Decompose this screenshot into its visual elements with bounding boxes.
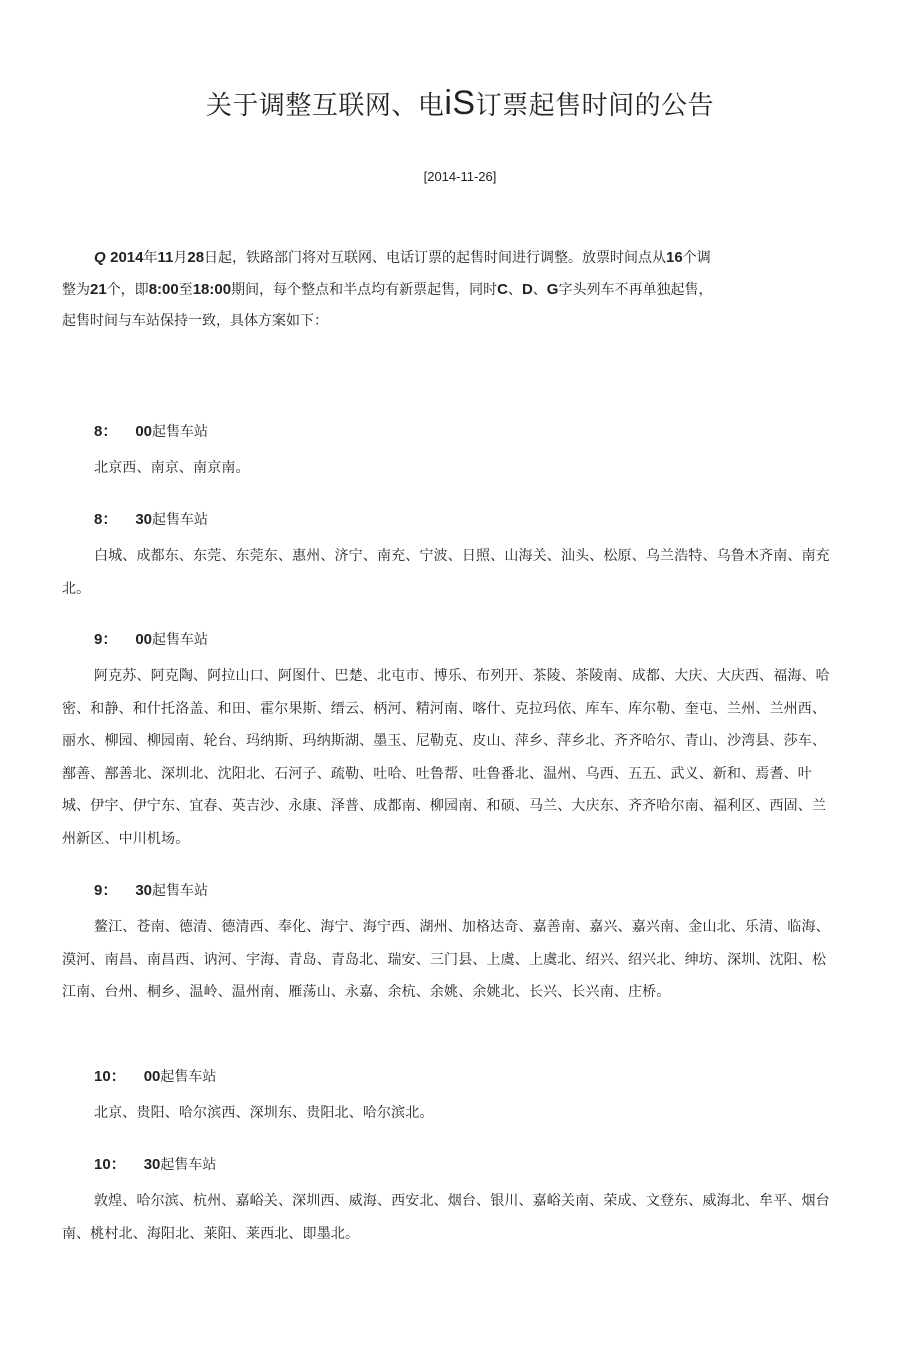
intro-end-time: 18:00 [192, 281, 232, 298]
section-minute: 30 [143, 1156, 161, 1173]
intro-text: 字头列车不再单独起售， [558, 282, 713, 298]
station-list: 白城、成都东、东莞、东莞东、惠州、济宁、南充、宁波、日照、山海关、汕头、松原、乌兰浩特、乌鲁木齐南、南充北。 [62, 548, 830, 597]
intro-to-count: 21 [90, 281, 107, 298]
section-hour: 10： [94, 1068, 126, 1085]
station-list: 北京西、南京、南京南。 [94, 460, 250, 476]
section-hour: 8： [94, 511, 118, 528]
section-suffix: 起售车站 [152, 512, 209, 528]
intro-text: 个，即 [106, 282, 149, 298]
intro-line-1 [62, 242, 822, 274]
section-suffix: 起售车站 [160, 1157, 217, 1173]
section-0830 [62, 508, 832, 605]
section-0930 [62, 879, 832, 1009]
intro-year: 2014 [110, 249, 144, 266]
title-part-1: 关于调整互联网、电 [205, 91, 445, 121]
station-list: 阿克苏、阿克陶、阿拉山口、阿图什、巴楚、北屯市、博乐、布列开、茶陵、茶陵南、成都、大庆、大庆西、福海、哈密、和静、和什托洛盖、和田、霍尔果斯、缙云、柄河、精河南、喀什、克拉玛依、库车、库尔勒、奎屯、兰州、兰州西、丽水、柳园、柳园南、轮台、玛纳斯、玛纳斯湖、墨玉、尼勒克、皮山、萍乡、萍乡北、齐齐哈尔、青山、沙湾县、莎车、鄯善、鄯善北、深圳北、沈阳北、石河子、疏勒、吐哈、吐鲁帮、吐鲁番北、温州、乌西、五五、武义、新和、焉耆、叶城、伊宇、伊宁东、宜春、英吉沙、永康、泽普、成都南、柳园南、和硕、马兰、大庆东、齐齐哈尔南、福利区、西固、兰州新区、中川机场。 [62, 668, 830, 847]
section-hour: 9： [94, 882, 118, 899]
section-heading [62, 628, 832, 652]
intro-text: 、 [532, 282, 547, 298]
station-list: 鳌江、苍南、德清、德清西、奉化、海宁、海宁西、湖州、加格达奇、嘉善南、嘉兴、嘉兴南、金山北、乐清、临海、漠河、南昌、南昌西、讷河、宇海、青岛、青岛北、瑞安、三门县、上虞、上虞北、绍兴、绍兴北、绅坊、深圳、沈阳、松江南、台州、桐乡、温岭、温州南、雁荡山、永嘉、余杭、余姚、余姚北、长兴、长兴南、庄桥。 [62, 919, 830, 1000]
section-minute: 30 [135, 882, 153, 899]
section-minute: 00 [135, 423, 153, 440]
section-minute: 00 [135, 631, 153, 648]
intro-train-g: G [546, 281, 559, 298]
section-suffix: 起售车站 [152, 424, 209, 440]
section-hour: 8： [94, 423, 118, 440]
section-heading [62, 508, 832, 532]
intro-month: 11 [157, 249, 174, 266]
intro-text: 期间，每个整点和半点均有新票起售，同时 [231, 282, 498, 298]
intro-text: 个调 [682, 250, 711, 266]
section-0800 [62, 420, 832, 485]
section-heading [62, 1065, 832, 1089]
title-part-3: 订票起售时间的公告 [475, 91, 715, 121]
intro-text: 日起，铁路部门将对互联网、电话订票的起售时间进行调整。放票时间点从 [204, 250, 667, 266]
section-hour: 10： [94, 1156, 126, 1173]
section-suffix: 起售车站 [160, 1069, 217, 1085]
page-title [0, 84, 920, 123]
section-minute: 30 [135, 511, 153, 528]
station-list: 敦煌、哈尔滨、杭州、嘉峪关、深圳西、威海、西安北、烟台、银川、嘉峪关南、荣成、文登东、威海北、牟平、烟台南、桃村北、海阳北、莱阳、莱西北、即墨北。 [62, 1193, 830, 1242]
section-suffix: 起售车站 [152, 632, 209, 648]
intro-text: 整为 [62, 282, 90, 298]
intro-train-d: D [521, 281, 533, 298]
section-suffix: 起售车站 [152, 883, 209, 899]
intro-train-c: C [497, 281, 508, 298]
intro-line-2 [62, 274, 822, 306]
intro-mark: Q [94, 249, 106, 266]
section-heading [62, 1153, 832, 1177]
intro-from-count: 16 [666, 249, 683, 266]
intro-day: 28 [187, 249, 205, 266]
section-0900 [62, 628, 832, 855]
intro-line-3: 起售时间与车站保持一致，具体方案如下： [62, 313, 328, 329]
intro-paragraph [62, 242, 822, 337]
section-1030 [62, 1153, 832, 1250]
station-list: 北京、贵阳、哈尔滨西、深圳东、贵阳北、哈尔滨北。 [94, 1105, 434, 1121]
section-1000 [62, 1065, 832, 1130]
intro-text: 、 [507, 282, 522, 298]
intro-text: 年 [143, 250, 158, 266]
intro-text: 至 [178, 282, 193, 298]
publish-date: [2014-11-26] [423, 169, 497, 184]
intro-text: 月 [173, 250, 188, 266]
intro-start-time: 8:00 [148, 281, 179, 298]
section-minute: 00 [143, 1068, 161, 1085]
title-part-2: iS [444, 84, 476, 122]
section-heading [62, 420, 832, 444]
section-heading [62, 879, 832, 903]
section-hour: 9： [94, 631, 118, 648]
